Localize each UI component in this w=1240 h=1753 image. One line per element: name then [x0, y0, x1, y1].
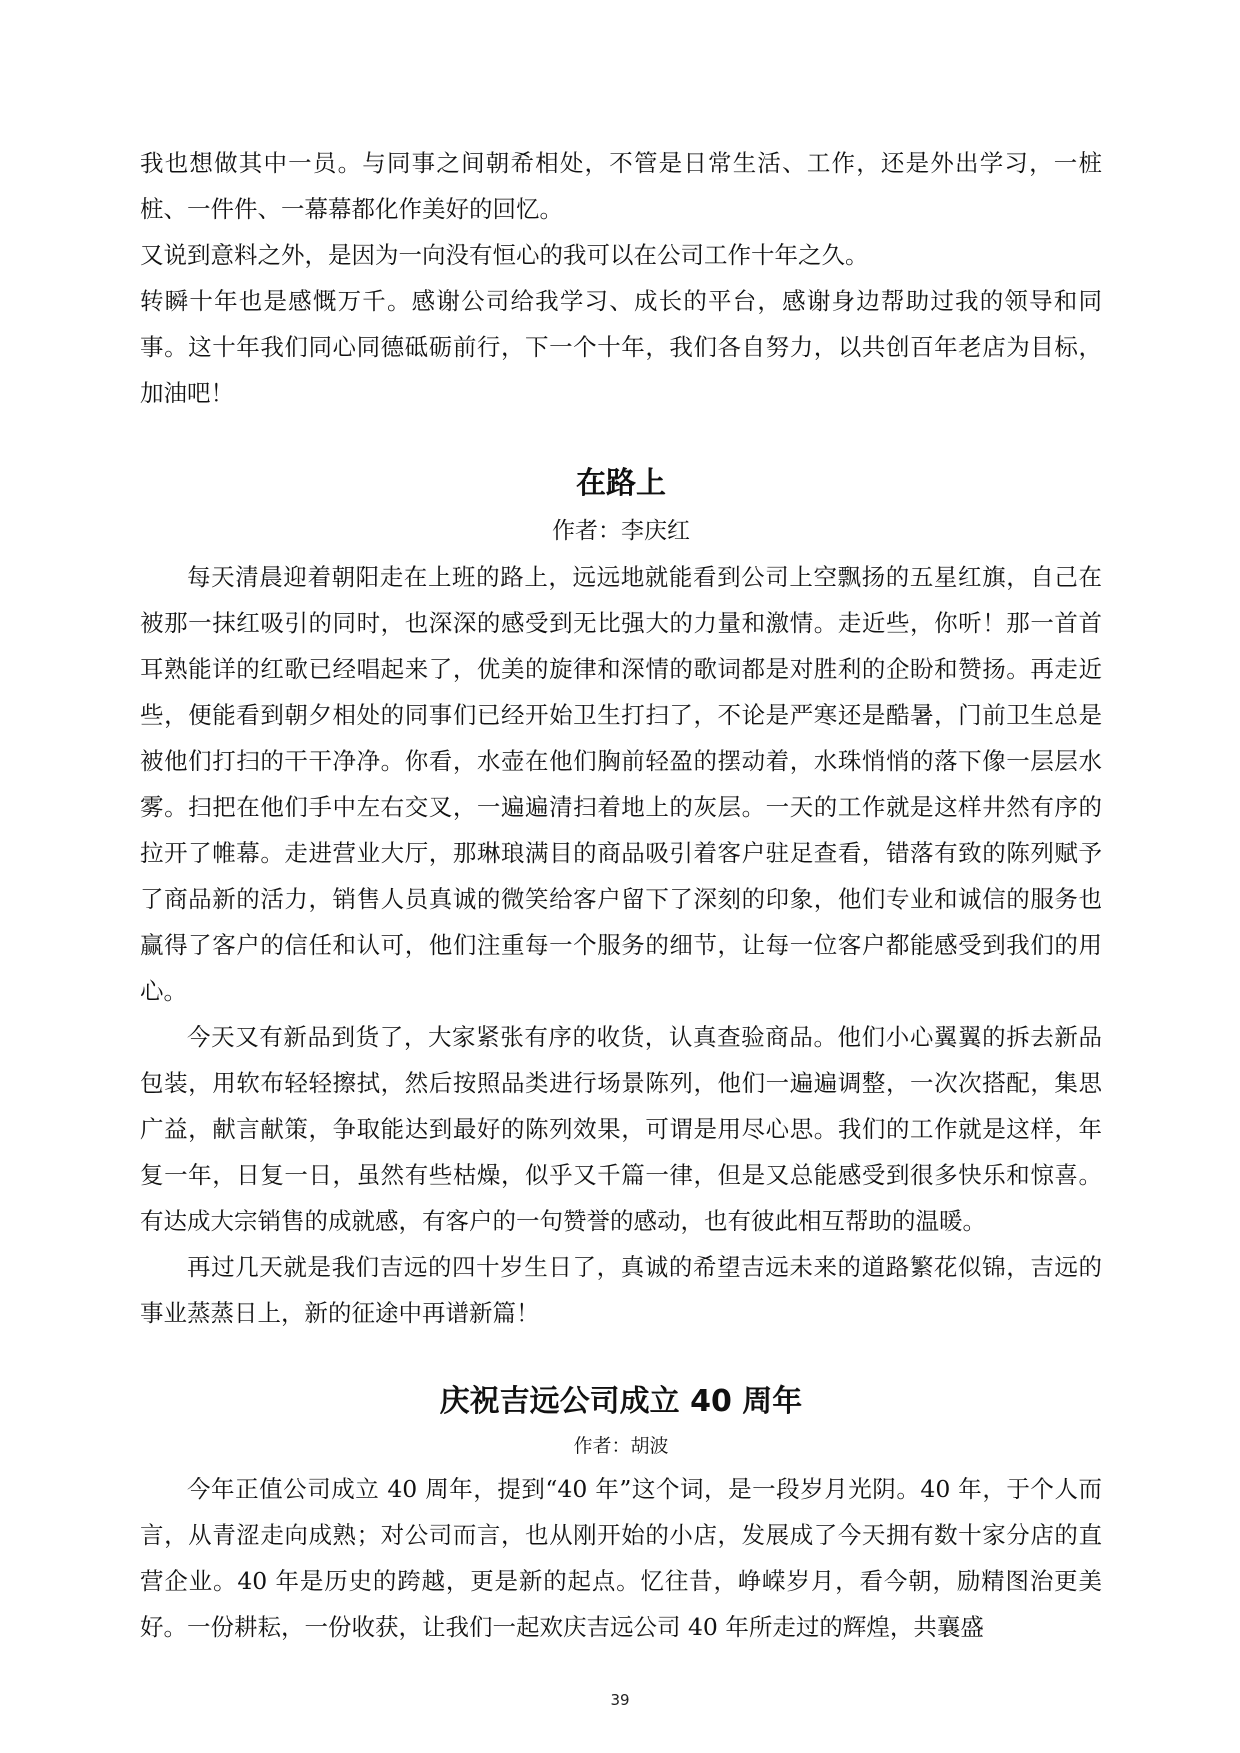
article-paragraph: 每天清晨迎着朝阳走在上班的路上，远远地就能看到公司上空飘扬的五星红旗，自己在被那一抹红吸引的同时，也深深的感受到无比强大的力量和激情。走近些，你听！那一首首耳熟能详的红歌已经唱起来了，优美的旋律和深情的歌词都是对胜利的企盼和赞扬。再走近些，便能看到朝夕相处的同事们已经开始卫生打扫了，不论是严寒还是酷暑，门前卫生总是被他们打扫的干干净净。你看，水壶在他们胸前轻盈的摆动着，水珠悄悄的落下像一层层水雾。扫把在他们手中左右交叉，一遍遍清扫着地上的灰层。一天的工作就是这样井然有序的拉开了帷幕。走进营业大厅，那琳琅满目的商品吸引着客户驻足查看，错落有致的陈列赋予了商品新的活力，销售人员真诚的微笑给客户留下了深刻的印象，他们专业和诚信的服务也赢得了客户的信任和认可，他们注重每一个服务的细节，让每一位客户都能感受到我们的用心。: [140, 563, 1102, 1005]
intro-paragraph: 转瞬十年也是感慨万千。感谢公司给我学习、成长的平台，感谢身边帮助过我的领导和同事。这十年我们同心同德砥砺前行，下一个十年，我们各自努力，以共创百年老店为目标，加油吧！: [140, 287, 1102, 407]
article-title: 庆祝吉远公司成立 40 周年: [439, 1384, 803, 1419]
intro-paragraph: 又说到意料之外，是因为一向没有恒心的我可以在公司工作十年之久。: [140, 241, 869, 269]
page-number: 39: [610, 1691, 630, 1709]
article-paragraph: 今天又有新品到货了，大家紧张有序的收货，认真查验商品。他们小心翼翼的拆去新品包装，用软布轻轻擦拭，然后按照品类进行场景陈列，他们一遍遍调整，一次次搭配，集思广益，献言献策，争取能达到最好的陈列效果，可谓是用尽心思。我们的工作就是这样，年复一年，日复一日，虽然有些枯燥，似乎又千篇一律，但是又总能感受到很多快乐和惊喜。有达成大宗销售的成就感，有客户的一句赞誉的感动，也有彼此相互帮助的温暖。: [140, 1023, 1102, 1235]
article-author: 作者：李庆红: [552, 518, 690, 544]
page-content: [140, 140, 1102, 1650]
section-spacer: [140, 1336, 1102, 1378]
article-author: 作者：胡波: [573, 1435, 669, 1457]
section-spacer: [140, 416, 1102, 460]
intro-paragraph: 我也想做其中一员。与同事之间朝希相处，不管是日常生活、工作，还是外出学习，一桩桩、一件件、一幕幕都化作美好的回忆。: [140, 149, 1102, 223]
article-title: 在路上: [576, 466, 666, 501]
article-paragraph: 再过几天就是我们吉远的四十岁生日了，真诚的希望吉远未来的道路繁花似锦，吉远的事业蒸蒸日上，新的征途中再谱新篇！: [140, 1253, 1102, 1327]
article-paragraph: 今年正值公司成立 40 周年，提到“40 年”这个词，是一段岁月光阴。40 年，于个人而言，从青涩走向成熟；对公司而言，也从刚开始的小店，发展成了今天拥有数十家分店的直营企业。40 年是历史的跨越，更是新的起点。忆往昔，峥嵘岁月，看今朝，励精图治更美好。一份耕耘，一份收获，让我们一起欢庆吉远公司 40 年所走过的辉煌，共襄盛: [140, 1475, 1102, 1641]
